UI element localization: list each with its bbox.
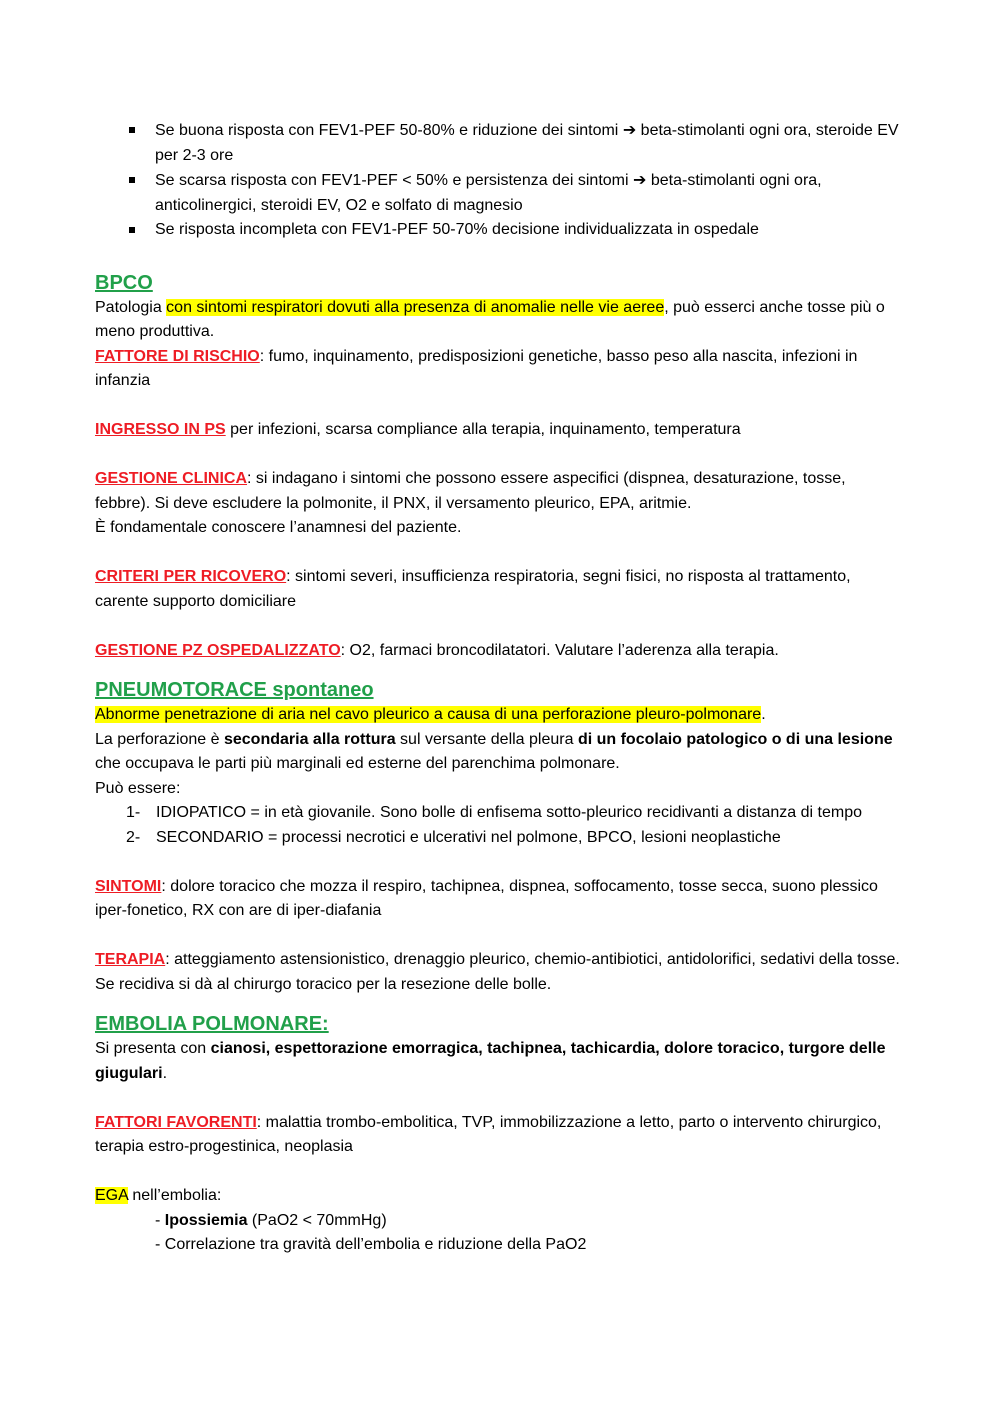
list-item: Se risposta incompleta con FEV1-PEF 50-70% decisione individualizzata in ospedale <box>95 218 905 243</box>
ega-item-ipossiemia: - Ipossiemia (PaO2 < 70mmHg) <box>155 1211 387 1229</box>
list-item: 1- IDIOPATICO = in età giovanile. Sono bolle di enfisema sotto-pleurico recidivanti a distanza di tempo <box>126 804 862 821</box>
list-item: Se buona risposta con FEV1-PEF 50-80% e riduzione dei sintomi ➔ beta-stimolanti ogni ora, steroide EV per 2-3 ore <box>95 118 905 168</box>
section-label: FATTORI FAVORENTI <box>95 1113 257 1131</box>
document-content <box>95 118 905 1258</box>
bpco-clinica: GESTIONE CLINICA: si indagano i sintomi che possono essere aspecifici (dispnea, desaturazione, tosse, febbre). Si deve escludere la polmonite, il PNX, il versamento pleurico, EPA, aritmie. <box>95 470 846 512</box>
bpco-ricovero: CRITERI PER RICOVERO: sintomi severi, insufficienza respiratoria, segni fisici, no risposta al trattamento, carente supporto domiciliare <box>95 568 851 610</box>
bpco-ospedalizzato: GESTIONE PZ OSPEDALIZZATO: O2, farmaci broncodilatatori. Valutare l’aderenza alla terapia. <box>95 641 779 659</box>
pnx-puo-essere: Può essere: <box>95 779 181 797</box>
section-label: GESTIONE CLINICA <box>95 470 248 487</box>
pnx-definition: Abnorme penetrazione di aria nel cavo pleurico a causa di una perforazione pleuro-polmonare. <box>95 706 766 723</box>
right-arrow-icon: ➔ <box>622 120 637 139</box>
list-item: Se scarsa risposta con FEV1-PEF < 50% e persistenza dei sintomi ➔ beta-stimolanti ogni ora, anticolinergici, steroidi EV, O2 e solfato di magnesio <box>95 168 905 218</box>
section-label: CRITERI PER RICOVERO <box>95 568 287 585</box>
bpco-ingresso: INGRESSO IN PS per infezioni, scarsa compliance alla terapia, inquinamento, temperatura <box>95 421 741 438</box>
ega-item-correlazione: - Correlazione tra gravità dell’embolia e riduzione della PaO2 <box>155 1236 587 1253</box>
pnx-heading: PNEUMOTORACE spontaneo <box>95 679 374 701</box>
pnx-terapia: TERAPIA: atteggiamento astensionistico, drenaggio pleurico, chemio-antibiotici, antidolorifici, sedativi della tosse. <box>95 951 900 968</box>
embolia-heading: EMBOLIA POLMONARE: <box>95 1013 329 1035</box>
section-label: FATTORE DI RISCHIO <box>95 347 260 365</box>
highlight: con sintomi respiratori dovuti alla presenza di anomalie nelle vie aeree <box>166 298 665 316</box>
list-item: 2- SECONDARIO = processi necrotici e ulcerativi nel polmone, BPCO, lesioni neoplastiche <box>126 828 781 846</box>
embolia-fattori: FATTORI FAVORENTI: malattia trombo-embolitica, TVP, immobilizzazione a letto, parto o intervento chirurgico, terapia estro-progestinica, neoplasia <box>95 1113 882 1155</box>
highlight: Abnorme penetrazione di aria nel cavo pleurico a causa di una perforazione pleuro-polmonare <box>95 706 762 723</box>
right-arrow-icon: ➔ <box>633 170 647 189</box>
pnx-sintomi: SINTOMI: dolore toracico che mozza il respiro, tachipnea, dispnea, soffocamento, tosse secca, suono plessico iper-fonetico, RX con are di iper-diafania <box>95 877 878 919</box>
bpco-heading: BPCO <box>95 271 153 294</box>
section-label: TERAPIA <box>95 951 166 968</box>
pnx-types-list <box>95 801 905 850</box>
embolia-presentazione: Si presenta con cianosi, espettorazione emorragica, tachipnea, tachicardia, dolore toracico, turgore delle giugulari. <box>95 1040 886 1082</box>
section-label: INGRESSO IN PS <box>95 421 226 438</box>
highlight: EGA <box>95 1187 128 1204</box>
bpco-intro: Patologia con sintomi respiratori dovuti alla presenza di anomalie nelle vie aeree, può esserci anche tosse più o meno produttiva. <box>95 298 885 340</box>
embolia-ega: EGA nell’embolia: <box>95 1187 222 1204</box>
bpco-anamnesi: È fondamentale conoscere l’anamnesi del paziente. <box>95 519 462 536</box>
pnx-recidiva: Se recidiva si dà al chirurgo toracico per la resezione delle bolle. <box>95 975 552 993</box>
section-label: GESTIONE PZ OSPEDALIZZATO <box>95 641 341 659</box>
asma-bullet-list <box>95 118 905 243</box>
pnx-perforazione: La perforazione è secondaria alla rottura sul versante della pleura di un focolaio patologico o di una lesione che occupava le parti più marginali ed esterne del parenchima polmonare. <box>95 730 893 772</box>
bpco-rischio: FATTORE DI RISCHIO: fumo, inquinamento, predisposizioni genetiche, basso peso alla nascita, infezioni in infanzia <box>95 347 858 389</box>
section-label: SINTOMI <box>95 877 162 895</box>
